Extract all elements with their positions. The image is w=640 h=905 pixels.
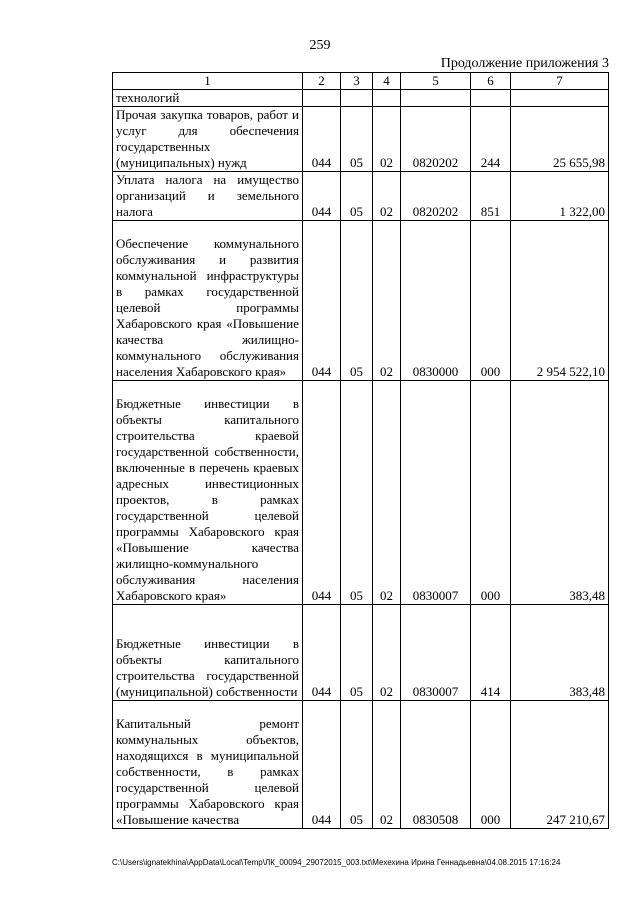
- continuation-label: Продолжение приложения 3: [440, 56, 609, 71]
- header-cell: 2: [303, 73, 341, 90]
- row-cell: 05: [341, 107, 373, 172]
- table-row: [113, 221, 609, 381]
- row-cell: 02: [373, 701, 401, 829]
- row-name-cell: Капитальный ремонт коммунальных объектов, находящихся в муниципальной собственности, в рамках государственной целевой программы Хабаровского края «Повышение качества: [113, 701, 303, 829]
- footer-file-path: C:\Users\ignatekhina\AppData\Local\Temp\ЛК_00094_29072015_003.txt\Мехехина Ирина Геннадьевна\04.08.2015 17:16:24: [112, 858, 561, 867]
- row-cell: 05: [341, 605, 373, 701]
- row-amount-cell: 383,48: [511, 605, 609, 701]
- row-cell: 05: [341, 172, 373, 221]
- row-cell: 0830508: [401, 701, 471, 829]
- table-header-row: [113, 73, 609, 90]
- row-cell: 05: [341, 701, 373, 829]
- row-cell: 05: [341, 381, 373, 605]
- table-row: [113, 172, 609, 221]
- table-row: [113, 701, 609, 829]
- row-cell: 414: [471, 605, 511, 701]
- row-name-cell: Бюджетные инвестиции в объекты капитального строительства краевой государственной собственности, включенные в перечень краевых адресных инвестиционных проектов, в рамках государственной целевой программы Хабаровского края «Повышение качества жилищно-коммунального обслуживания населения Хабаровского края»: [113, 381, 303, 605]
- row-cell: 02: [373, 107, 401, 172]
- table-row: [113, 605, 609, 701]
- row-cell: [303, 90, 341, 107]
- row-cell: 044: [303, 701, 341, 829]
- row-cell: [373, 90, 401, 107]
- header-cell: 5: [401, 73, 471, 90]
- row-amount-cell: 25 655,98: [511, 107, 609, 172]
- row-name-cell: технологий: [113, 90, 303, 107]
- row-cell: 044: [303, 221, 341, 381]
- row-cell: 02: [373, 605, 401, 701]
- row-amount-cell: 2 954 522,10: [511, 221, 609, 381]
- page-number: 259: [309, 38, 331, 53]
- row-name-cell: Уплата налога на имущество организаций и земельного налога: [113, 172, 303, 221]
- header-cell: 1: [113, 73, 303, 90]
- table-row: [113, 107, 609, 172]
- row-name-cell: Обеспечение коммунального обслуживания и развития коммунальной инфраструктуры в рамках государственной целевой программы Хабаровского края «Повышение качества жилищно-коммунального обслуживания населения Хабаровского края»: [113, 221, 303, 381]
- table-row: [113, 381, 609, 605]
- row-cell: 044: [303, 107, 341, 172]
- row-cell: 02: [373, 172, 401, 221]
- header-cell: 3: [341, 73, 373, 90]
- row-cell: 0820202: [401, 172, 471, 221]
- budget-table: [112, 72, 609, 829]
- row-cell: 05: [341, 221, 373, 381]
- row-name-cell: Прочая закупка товаров, работ и услуг для обеспечения государственных (муниципальных) нужд: [113, 107, 303, 172]
- row-name-cell: Бюджетные инвестиции в объекты капитального строительства государственной (муниципальной) собственности: [113, 605, 303, 701]
- table-row: [113, 90, 609, 107]
- row-cell: 0830000: [401, 221, 471, 381]
- row-cell: 02: [373, 221, 401, 381]
- row-cell: [471, 90, 511, 107]
- header-cell: 4: [373, 73, 401, 90]
- row-amount-cell: 247 210,67: [511, 701, 609, 829]
- row-cell: [341, 90, 373, 107]
- row-cell: 851: [471, 172, 511, 221]
- header-cell: 7: [511, 73, 609, 90]
- row-amount-cell: [511, 90, 609, 107]
- row-cell: 0830007: [401, 381, 471, 605]
- row-cell: 0830007: [401, 605, 471, 701]
- row-cell: 02: [373, 381, 401, 605]
- row-cell: 0820202: [401, 107, 471, 172]
- row-cell: 044: [303, 381, 341, 605]
- row-cell: 044: [303, 172, 341, 221]
- header-cell: 6: [471, 73, 511, 90]
- row-cell: 000: [471, 701, 511, 829]
- row-cell: 044: [303, 605, 341, 701]
- row-amount-cell: 383,48: [511, 381, 609, 605]
- row-cell: 000: [471, 221, 511, 381]
- row-amount-cell: 1 322,00: [511, 172, 609, 221]
- row-cell: [401, 90, 471, 107]
- row-cell: 244: [471, 107, 511, 172]
- row-cell: 000: [471, 381, 511, 605]
